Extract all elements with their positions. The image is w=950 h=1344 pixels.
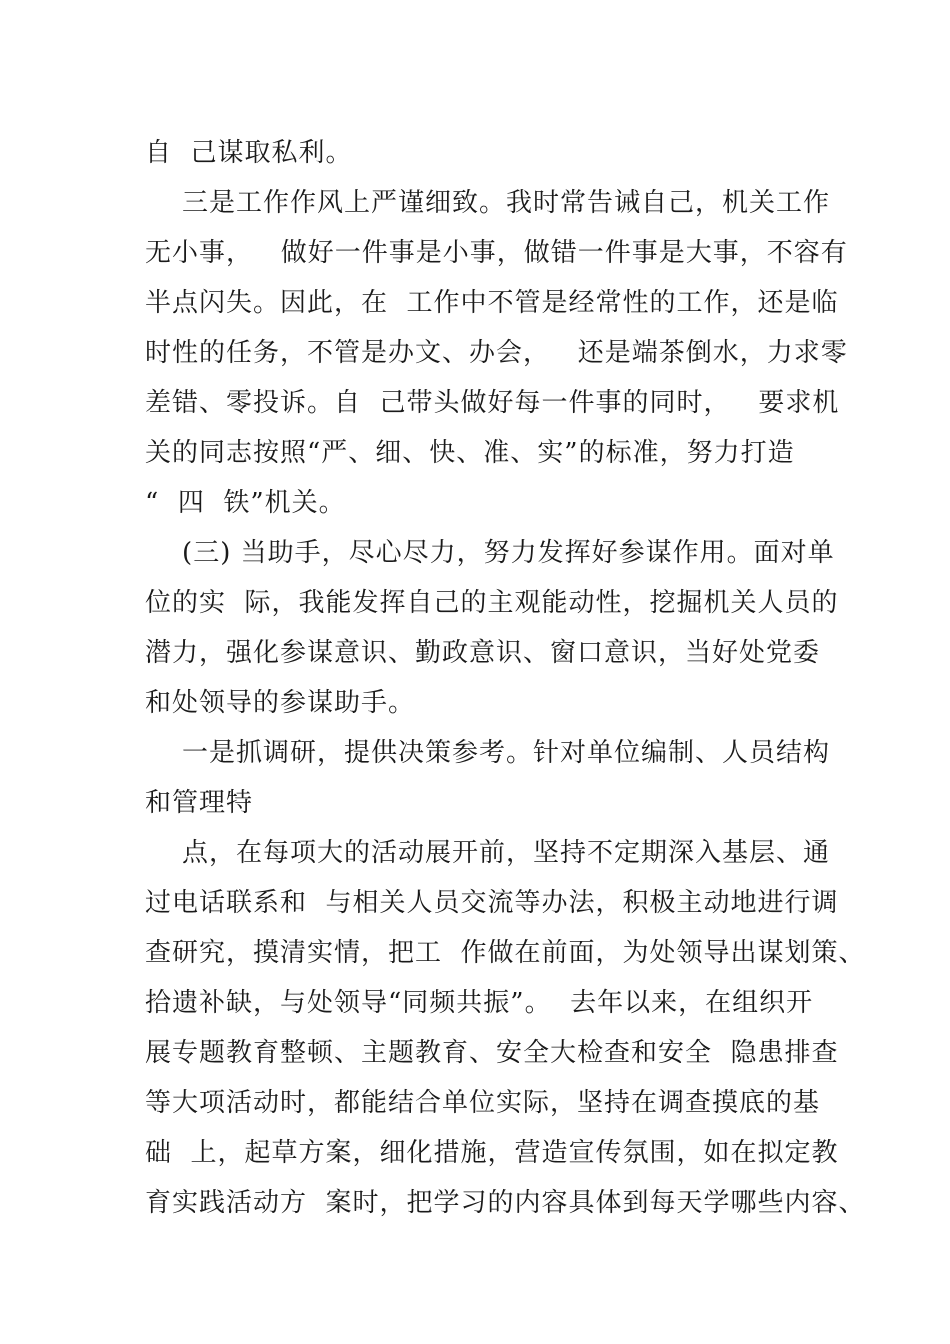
text-line: 等大项活动时，都能结合单位实际，坚持在调查摸底的基: [145, 1088, 821, 1118]
text-line: 关的同志按照“严、细、快、准、实”的标准，努力打造: [145, 438, 795, 468]
text-line: 育实践活动方 案时，把学习的内容具体到每天学哪些内容、: [145, 1188, 866, 1218]
text-line: 差错、零投诉。自 己带头做好每一件事的同时， 要求机: [145, 388, 840, 418]
text-line: 无小事， 做好一件事是小事，做错一件事是大事，不容有: [145, 238, 848, 268]
text-line: 础 上，起草方案，细化措施，营造宣传氛围，如在拟定教: [145, 1138, 839, 1168]
text-line: 潜力，强化参谋意识、勤政意识、窗口意识，当好处党委: [145, 638, 821, 668]
section-heading: (三) 当助手，尽心尽力，努力发挥好参谋作用。面对单: [145, 538, 835, 568]
text-line: 和处领导的参谋助手。: [145, 688, 416, 718]
text-line: 半点闪失。因此，在 工作中不管是经常性的工作，还是临: [145, 288, 839, 318]
text-line: 展专题教育整顿、主题教育、安全大检查和安全 隐患排查: [145, 1038, 839, 1068]
text-line: 时性的任务，不管是办文、办会， 还是端茶倒水，力求零: [145, 338, 848, 368]
text-line: 一是抓调研，提供决策参考。针对单位编制、人员结构: [145, 738, 831, 768]
text-line: 位的实 际，我能发挥自己的主观能动性，挖掘机关人员的: [145, 588, 839, 618]
text-line: “ 四 铁”机关。: [145, 488, 346, 518]
text-line: 自 己谋取私利。: [145, 138, 353, 168]
text-line: 三是工作作风上严谨细致。我时常告诫自己，机关工作: [145, 188, 831, 218]
text-line: 点，在每项大的活动展开前，坚持不定期深入基层、通: [145, 838, 831, 868]
text-line: 和管理特: [145, 788, 254, 818]
text-line: 查研究，摸清实情，把工 作做在前面，为处领导出谋划策、: [145, 938, 866, 968]
text-line: 过电话联系和 与相关人员交流等办法，积极主动地进行调: [145, 888, 839, 918]
text-line: 拾遗补缺，与处领导“同频共振”。 去年以来，在组织开: [145, 988, 814, 1018]
